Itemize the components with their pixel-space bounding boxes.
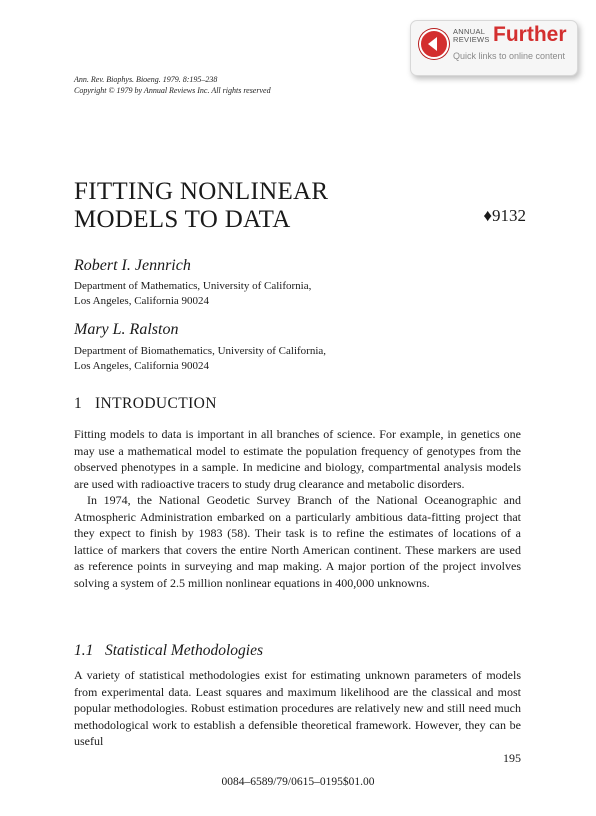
quick-links-text: Quick links to online content <box>453 51 566 61</box>
subsection-heading: 1.1 Statistical Methodologies <box>74 642 263 659</box>
article-number: ♦9132 <box>483 206 526 225</box>
copyright-line: Copyright © 1979 by Annual Reviews Inc. All rights reserved <box>74 86 271 95</box>
page-number: 195 <box>503 751 521 765</box>
title-line-2: MODELS TO DATA <box>74 206 291 233</box>
footer-code: 0084–6589/79/0615–0195$01.00 <box>221 776 375 788</box>
affiliation-line: Los Angeles, California 90024 <box>74 360 210 372</box>
title-line-1: FITTING NONLINEAR <box>74 178 329 205</box>
section-heading: 1 INTRODUCTION <box>74 395 217 412</box>
paragraph: Fitting models to data is important in all branches of science. For example, in genetics one may use a mathematical model to estimate the population frequency of genotypes from the observed phenotypes in a sample. In medicine and biology, compartmental analysis models are used with radioactive tracers to study drug clearance and metabolic disorders. <box>74 427 521 491</box>
author-name: Mary L. Ralston <box>74 321 179 338</box>
back-arrow-icon <box>419 29 449 59</box>
paragraph: A variety of statistical methodologies exist for estimating unknown parameters of models from experimental data. Least squares and maximum likelihood are the classical and most popular methodologies. Robust estimation procedures are relatively new and still need much methodological work to establish a defensible theoretical framework. However, they can be useful <box>74 668 521 749</box>
affiliation-line: Department of Mathematics, University of California, <box>74 280 312 292</box>
citation-line: Ann. Rev. Biophys. Bioeng. 1979. 8:195–238 <box>74 75 218 84</box>
author-affiliation <box>74 279 311 309</box>
paragraph: In 1974, the National Geodetic Survey Branch of the National Oceanographic and Atmospheric Administration embarked on a particularly ambitious data-fitting project that they expect to finish by 1983 (58). Their task is to refine the estimates of locations of a lattice of markers that covers the entire North American continent. These markers are used as reference points in surveying and map making. A major portion of the project involves solving a system of 2.5 million nonlinear equations in 400,000 unknowns. <box>74 493 521 590</box>
article-title <box>74 178 328 234</box>
further-label: Further <box>493 23 567 46</box>
further-badge[interactable] <box>410 20 578 76</box>
author-name: Robert I. Jennrich <box>74 257 191 274</box>
author-affiliation <box>74 344 326 374</box>
annual-reviews-label: ANNUAL REVIEWS <box>453 27 490 44</box>
affiliation-line: Department of Biomathematics, University of California, <box>74 345 327 357</box>
affiliation-line: Los Angeles, California 90024 <box>74 295 210 307</box>
